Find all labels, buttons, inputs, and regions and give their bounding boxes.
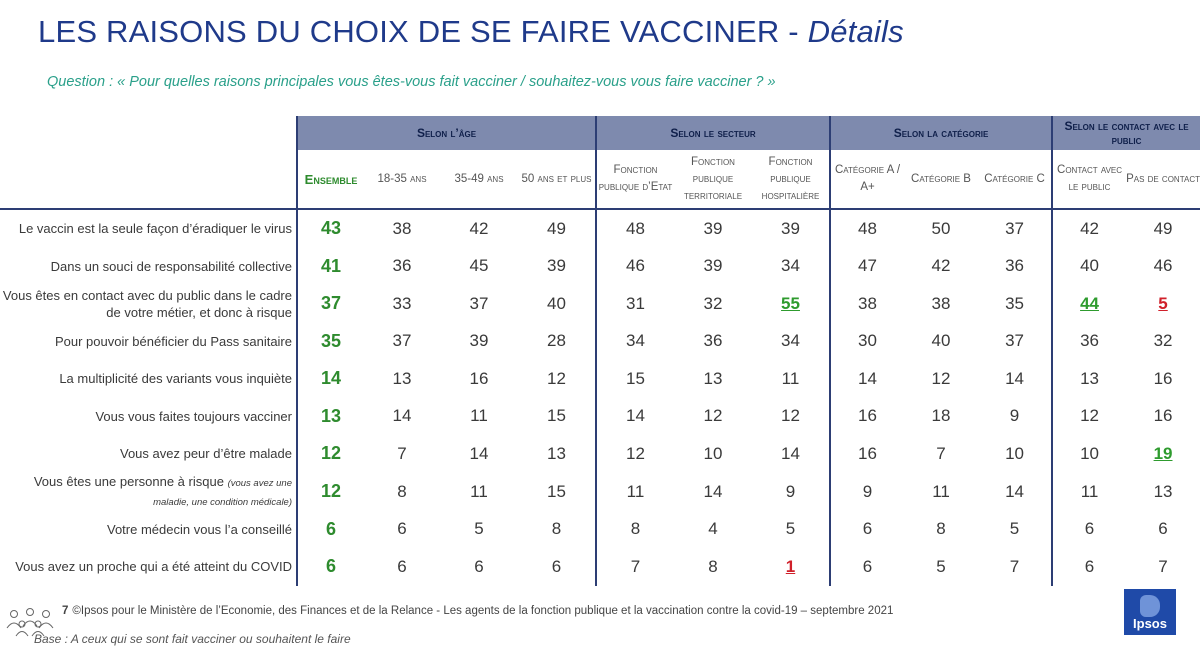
group-header-age: Selon l’âge <box>297 116 596 150</box>
table-cell: 46 <box>1153 256 1173 276</box>
table-body <box>0 209 1200 586</box>
table-cell: 16 <box>469 368 489 388</box>
table-cell: 16 <box>830 398 904 436</box>
col-header-fp-hospitaliere: Fonction publique hospitalière <box>752 150 830 209</box>
row-label <box>0 398 297 436</box>
table-cell: 1 <box>785 556 796 576</box>
table-cell: 8 <box>936 519 946 539</box>
row-label <box>0 323 297 361</box>
table-cell: 14 <box>703 481 723 501</box>
row-label-text: Vous avez un proche qui a été atteint du COVID <box>15 559 292 575</box>
table-row <box>0 511 1200 549</box>
table-cell: 4 <box>708 519 718 539</box>
table-cell: 55 <box>781 293 800 313</box>
footer-source <box>62 605 893 617</box>
ipsos-logo <box>1124 589 1176 635</box>
col-header-35-49: 35-49 ans <box>440 150 518 209</box>
table-cell: 40 <box>547 293 566 313</box>
results-table <box>0 116 1200 586</box>
table-cell: 28 <box>547 331 566 351</box>
table-cell: 36 <box>392 256 412 276</box>
page-number: 7 <box>62 605 69 617</box>
table-cell: 18 <box>931 406 951 426</box>
col-header-cat-a: Catégorie A / A+ <box>830 150 904 209</box>
table-cell: 6 <box>397 556 407 576</box>
table-row <box>0 435 1200 473</box>
table-cell: 48 <box>596 209 674 248</box>
table-row <box>0 209 1200 248</box>
table-cell: 16 <box>1153 368 1173 388</box>
col-header-fp-territoriale: Fonction publique territoriale <box>674 150 752 209</box>
table-cell: 39 <box>703 218 723 238</box>
row-label-text: Vous êtes en contact avec du public dans le cadre de votre métier, et donc à risque <box>2 287 292 320</box>
row-label-text: Vous avez peur d’être malade <box>120 446 292 462</box>
table-cell: 7 <box>936 443 946 463</box>
table-cell: 6 <box>551 556 562 576</box>
col-header-50-plus: 50 ans et plus <box>518 150 596 209</box>
table-cell: 15 <box>596 360 674 398</box>
row-label <box>0 248 297 286</box>
table-cell: 16 <box>830 435 904 473</box>
title-italic: Détails <box>807 14 904 49</box>
table-cell: 8 <box>708 556 718 576</box>
table-cell: 32 <box>703 293 723 313</box>
table-cell: 38 <box>931 293 951 313</box>
table-cell: 15 <box>547 481 566 501</box>
question-text: Question : « Pour quelles raisons principales vous êtes-vous fait vacciner / souhaitez-vous vous faire vacciner ? » <box>47 74 776 90</box>
table-cell: 34 <box>596 323 674 361</box>
table-cell: 50 <box>931 218 951 238</box>
table-cell: 6 <box>830 548 904 586</box>
table-cell: 39 <box>703 256 723 276</box>
table-cell: 49 <box>547 218 566 238</box>
table-row <box>0 548 1200 586</box>
table-cell: 39 <box>469 331 489 351</box>
row-label-text: La multiplicité des variants vous inquiète <box>59 371 292 387</box>
cell-ensemble: 12 <box>297 435 364 473</box>
table-cell: 37 <box>1005 218 1024 238</box>
table-cell: 34 <box>781 331 800 351</box>
table-cell: 35 <box>1005 293 1024 313</box>
table-cell: 42 <box>469 218 489 238</box>
table-cell: 6 <box>1158 519 1168 539</box>
table-cell: 12 <box>781 406 800 426</box>
table-cell: 8 <box>596 511 674 549</box>
table-cell: 11 <box>1052 473 1126 511</box>
table-cell: 14 <box>1005 481 1024 501</box>
table-cell: 49 <box>1153 218 1173 238</box>
table-cell: 10 <box>1052 435 1126 473</box>
table-cell: 11 <box>470 481 488 501</box>
table-cell: 39 <box>547 256 566 276</box>
table-cell: 13 <box>392 368 412 388</box>
table-cell: 37 <box>392 331 412 351</box>
table-cell: 6 <box>1052 511 1126 549</box>
table-cell: 39 <box>781 218 800 238</box>
table-cell: 36 <box>1052 323 1126 361</box>
title-text: LES RAISONS DU CHOIX DE SE FAIRE VACCINER - <box>38 14 808 49</box>
cell-ensemble: 41 <box>297 248 364 286</box>
table-cell: 13 <box>547 443 566 463</box>
table-cell: 13 <box>1153 481 1173 501</box>
table-cell: 47 <box>830 248 904 286</box>
table-cell: 11 <box>596 473 674 511</box>
group-header-categorie: Selon la catégorie <box>830 116 1052 150</box>
cell-ensemble: 13 <box>297 398 364 436</box>
row-label <box>0 473 297 511</box>
ipsos-logo-mark <box>1140 595 1160 617</box>
col-header-fp-etat: Fonction publique d’Etat <box>596 150 674 209</box>
table-cell: 7 <box>596 548 674 586</box>
group-header-row <box>0 116 1200 150</box>
row-label-text: Pour pouvoir bénéficier du Pass sanitaire <box>54 333 292 349</box>
table-cell: 5 <box>1158 293 1168 313</box>
table-cell: 7 <box>397 443 407 463</box>
table-cell: 34 <box>781 256 800 276</box>
table-cell: 12 <box>596 435 674 473</box>
table-cell: 37 <box>469 293 489 313</box>
table-cell: 9 <box>1009 406 1020 426</box>
corner-cell <box>0 116 297 150</box>
table-cell: 5 <box>936 556 946 576</box>
corner-cell-sub <box>0 150 297 209</box>
table-cell: 14 <box>830 360 904 398</box>
ipsos-logo-text: Ipsos <box>1133 616 1167 631</box>
column-header-row <box>0 150 1200 209</box>
table-cell: 9 <box>785 481 796 501</box>
table-cell: 7 <box>1009 556 1020 576</box>
table-cell: 19 <box>1153 443 1173 463</box>
row-label <box>0 209 297 248</box>
cell-ensemble: 35 <box>297 323 364 361</box>
table-cell: 33 <box>392 293 412 313</box>
table-cell: 40 <box>931 331 951 351</box>
table-cell: 36 <box>703 331 723 351</box>
table-row <box>0 285 1200 323</box>
row-label-text: Dans un souci de responsabilité collective <box>50 258 292 274</box>
table-cell: 11 <box>470 406 488 426</box>
table-cell: 37 <box>1005 331 1024 351</box>
col-header-18-35: 18-35 ans <box>364 150 440 209</box>
cell-ensemble: 6 <box>297 548 364 586</box>
table-cell: 11 <box>932 481 950 501</box>
footer-base: Base : A ceux qui se sont fait vacciner ou souhaitent le faire <box>34 632 351 646</box>
table-cell: 10 <box>1005 443 1024 463</box>
table-cell: 12 <box>547 368 566 388</box>
cell-ensemble: 43 <box>297 209 364 248</box>
table-row <box>0 323 1200 361</box>
row-label <box>0 360 297 398</box>
table-cell: 16 <box>1153 406 1173 426</box>
group-header-contact: Selon le contact avec le public <box>1052 116 1200 150</box>
table-cell: 13 <box>703 368 723 388</box>
table-cell: 12 <box>1052 398 1126 436</box>
table-cell: 12 <box>931 368 951 388</box>
table-row <box>0 398 1200 436</box>
row-label <box>0 511 297 549</box>
cell-ensemble: 14 <box>297 360 364 398</box>
row-label-text: Vous êtes une personne à risque <box>33 473 224 489</box>
table-cell: 45 <box>469 256 489 276</box>
col-header-cat-b: Catégorie B <box>904 150 978 209</box>
table-cell: 6 <box>830 511 904 549</box>
table-cell: 13 <box>1052 360 1126 398</box>
table-cell: 44 <box>1052 285 1126 323</box>
table-row <box>0 360 1200 398</box>
table-cell: 9 <box>830 473 904 511</box>
table-cell: 12 <box>703 406 723 426</box>
row-label-note: (vous avez une maladie, une condition médicale) <box>153 477 292 508</box>
table-cell: 11 <box>781 368 800 388</box>
table-cell: 36 <box>1005 256 1024 276</box>
table-cell: 6 <box>397 519 407 539</box>
table-cell: 32 <box>1153 331 1173 351</box>
cell-ensemble: 6 <box>297 511 364 549</box>
table-cell: 31 <box>596 285 674 323</box>
cell-ensemble: 37 <box>297 285 364 323</box>
table-cell: 15 <box>547 406 566 426</box>
group-header-secteur: Selon le secteur <box>596 116 830 150</box>
table-row <box>0 248 1200 286</box>
col-header-cat-c: Catégorie C <box>978 150 1052 209</box>
table-cell: 38 <box>392 218 412 238</box>
col-header-ensemble: Ensemble <box>297 150 364 209</box>
row-label-text: Le vaccin est la seule façon d’éradiquer le virus <box>18 221 292 237</box>
table-cell: 42 <box>1052 209 1126 248</box>
row-label <box>0 435 297 473</box>
table-cell: 38 <box>830 285 904 323</box>
row-label-text: Votre médecin vous l’a conseillé <box>107 521 292 537</box>
cell-ensemble: 12 <box>297 473 364 511</box>
page-title <box>38 14 904 50</box>
table-cell: 6 <box>1052 548 1126 586</box>
table-cell: 14 <box>781 443 800 463</box>
table-cell: 8 <box>397 481 407 501</box>
table-cell: 5 <box>474 519 484 539</box>
source-text: ©Ipsos pour le Ministère de l’Economie, des Finances et de la Relance - Les agents de la fonction publique et la vaccination contre la covid-19 – septembre 2021 <box>72 605 894 617</box>
table-cell: 5 <box>785 519 796 539</box>
table-cell: 7 <box>1158 556 1168 576</box>
table-cell: 42 <box>931 256 951 276</box>
row-label <box>0 548 297 586</box>
table-cell: 6 <box>474 556 484 576</box>
table-cell: 14 <box>1005 368 1024 388</box>
table-row <box>0 473 1200 511</box>
table-cell: 14 <box>469 443 489 463</box>
table-cell: 30 <box>830 323 904 361</box>
table-cell: 10 <box>703 443 723 463</box>
table-cell: 8 <box>551 519 562 539</box>
row-label <box>0 285 297 323</box>
col-header-contact: Contact avec le public <box>1052 150 1126 209</box>
table-cell: 40 <box>1052 248 1126 286</box>
table-cell: 5 <box>1009 519 1020 539</box>
table-cell: 46 <box>596 248 674 286</box>
row-label-text: Vous vous faites toujours vacciner <box>95 408 292 424</box>
col-header-pas-contact: Pas de contact <box>1126 150 1200 209</box>
table-cell: 48 <box>830 209 904 248</box>
table-cell: 14 <box>596 398 674 436</box>
table-cell: 14 <box>392 406 412 426</box>
